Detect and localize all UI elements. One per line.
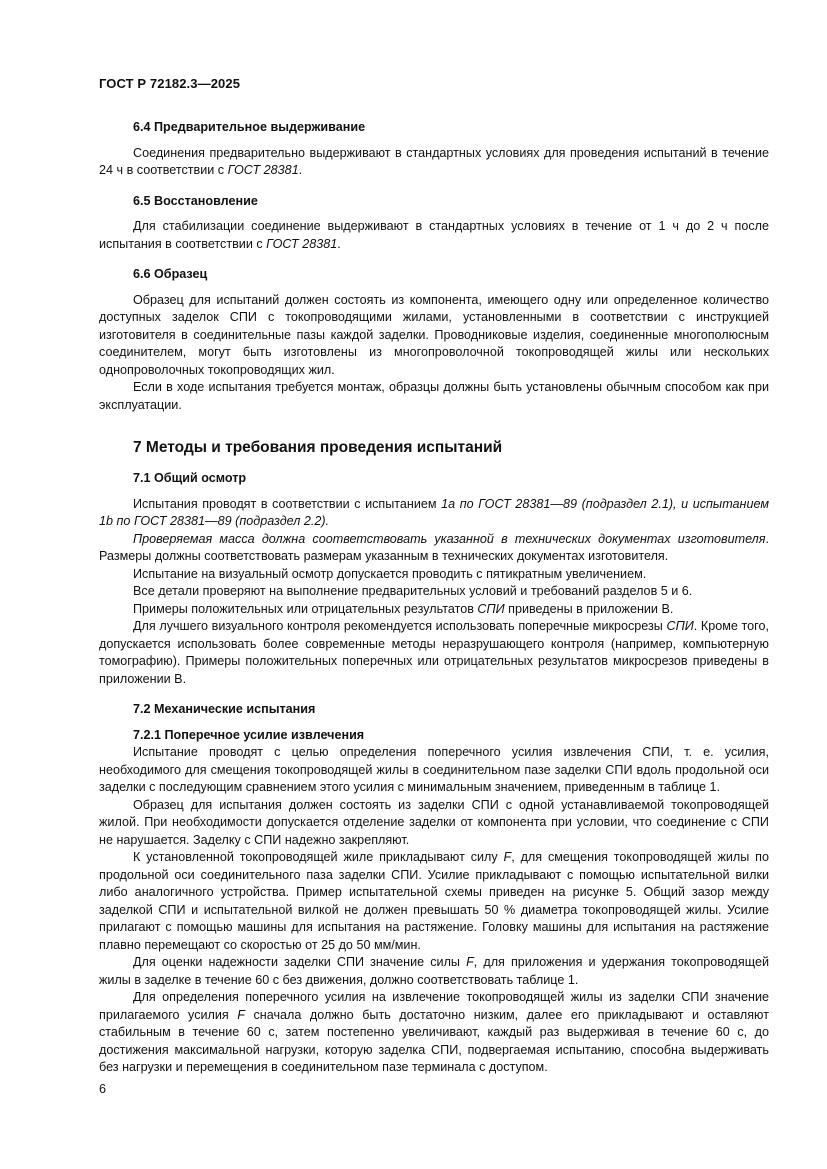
- section-7-1-paragraph-4: Все детали проверяют на выполнение предварительных условий и требований разделов 5 и 6.: [133, 584, 693, 598]
- italic-term: СПИ: [477, 601, 505, 616]
- standard-reference: ГОСТ 28381: [227, 163, 299, 177]
- force-symbol: F: [237, 1007, 245, 1022]
- section-6-6-heading: 6.6 Образец: [133, 267, 208, 281]
- section-7-2-1-paragraph-1: Испытание проводят с целью определения поперечного усилия извлечения СПИ, т. е. усилия, необходимого для смещения токопроводящей жилы в соединительном пазе заделки СПИ вдоль продольной оси заделки с последующим сравнением этого усилия с минимальным значением, приведенным в таблице 1.: [99, 745, 769, 794]
- section-6-5-paragraph: [99, 218, 769, 253]
- italic-term: СПИ: [666, 619, 694, 633]
- section-6-4-paragraph: [99, 145, 769, 180]
- document-code-header: ГОСТ Р 72182.3—2025: [99, 76, 241, 91]
- section-7-1-paragraph-5: [99, 601, 769, 619]
- document-body: [99, 119, 769, 1077]
- section-7-2-1-paragraph-3: [99, 849, 769, 954]
- paragraph-text: сначала должно быть достаточно низким, далее его прикладывают и оставляют стабильным в течение 60 с, затем постепенно увеличивают, каждый раз выдерживая в течение 60 с, до достижения максимальной нагрузки, которую заделка СПИ, подвергаемая испытанию, способна выдерживать без нагрузки и перемещения в соединительном пазе терминала с доступом.: [99, 1007, 769, 1074]
- section-7-2-1-paragraph-5: [99, 989, 769, 1077]
- paragraph-text: .: [337, 236, 341, 251]
- section-7-2-heading: 7.2 Механические испытания: [133, 702, 316, 716]
- section-7-2-1-heading: 7.2.1 Поперечное усилие извлечения: [133, 727, 365, 742]
- section-6-5-heading: 6.5 Восстановление: [133, 193, 258, 208]
- paragraph-text: Для лучшего визуального контроля рекомендуется использовать поперечные микросрезы: [133, 619, 667, 633]
- paragraph-text: приведены в приложении В.: [504, 601, 674, 616]
- paragraph-text: . Размеры должны соответствовать размерам указанным в технических документах изготовителя.: [99, 531, 769, 563]
- section-7-1-paragraph-1: [99, 496, 769, 531]
- paragraph-text: Испытания проводят в соответствии с испытанием: [133, 496, 442, 511]
- paragraph-text: К установленной токопроводящей жиле прикладывают силу: [133, 850, 504, 864]
- paragraph-text: , для смещения токопроводящей жилы по продольной оси соединительного паза заделки СПИ. Усилие прикладывают с помощью испытательной вилки либо аналогичного устройства. Пример испытательной схемы приведен на рисунке 5. Общий зазор между заделкой СПИ и испытательной вилкой не должен превышать 50 % диаметра токопроводящей жилы. Усилие прилагают с помощью машины для испытания на растяжение. Головку машины для испытания на растяжение плавно перемещают со скоростью от 25 до 50 мм/мин.: [99, 850, 769, 952]
- section-6-6-paragraph-2: Если в ходе испытания требуется монтаж, образцы должны быть установлены обычным способом как при эксплуатации.: [99, 380, 769, 412]
- section-7-1-heading: 7.1 Общий осмотр: [133, 471, 247, 485]
- section-6-4-heading: 6.4 Предварительное выдерживание: [133, 120, 366, 134]
- force-symbol: F: [503, 850, 512, 864]
- section-7-2-1-paragraph-4: [99, 954, 769, 989]
- italic-text: Проверяемая масса должна соответствовать указанной в технических документах изготовителя: [133, 531, 766, 546]
- paragraph-text: Примеры положительных или отрицательных результатов: [133, 601, 478, 616]
- paragraph-text: Соединения предварительно выдерживают в стандартных условиях для проведения испытаний в течение 24 ч в соответствии с: [99, 145, 769, 177]
- paragraph-text: .: [298, 163, 303, 177]
- standard-reference: 1a по ГОСТ 28381—89 (подраздел 2.1), и испытанием 1b по ГОСТ 28381—89 (подраздел 2.2).: [99, 496, 769, 528]
- section-7-1-paragraph-2: [99, 531, 769, 566]
- section-7-1-paragraph-3: Испытание на визуальный осмотр допускается проводить с пятикратным увеличением.: [133, 566, 647, 581]
- section-7-2-1-paragraph-2: Образец для испытания должен состоять из заделки СПИ с одной устанавливаемой токопроводящей жилой. При необходимости допускается отделение заделки от компонента при условии, что соединение с СПИ не нарушается. Заделку с СПИ надежно закрепляют.: [99, 797, 769, 847]
- page-number: 6: [99, 1082, 107, 1096]
- paragraph-text: Для стабилизации соединение выдерживают в стандартных условиях в течение от 1 ч до 2 ч после испытания в соответствии с: [99, 219, 769, 251]
- section-6-6-paragraph-1: Образец для испытаний должен состоять из компонента, имеющего одну или определенное количество доступных заделок СПИ с токопроводящими жилами, установленными в соответствии с инструкцией изготовителя в соединительные пазы каждой заделки. Проводниковые изделия, соединенные многополюсным соединителем, могут быть изготовлены из многопроволочной токопроводящей жилы или нескольких однопроволочных токопроводящих жил.: [99, 292, 769, 377]
- paragraph-text: Для оценки надежности заделки СПИ значение силы: [133, 955, 467, 969]
- force-symbol: F: [466, 955, 474, 969]
- paragraph-text: . Кроме того, допускается использовать более современные методы неразрушающего контроля (например, компьютерную томографию). Примеры положительных поперечных или отрицательных результатов микросрезов приведены в приложении В.: [99, 619, 769, 686]
- paragraph-text: , для приложения и удержания токопроводящей жилы в заделке в течение 60 с без движения, должно соответствовать таблице 1.: [99, 955, 769, 987]
- section-7-1-paragraph-6: [99, 618, 769, 688]
- section-7-heading: 7 Методы и требования проведения испытаний: [133, 439, 503, 456]
- paragraph-text: Для определения поперечного усилия на извлечение токопроводящей жилы из заделки СПИ значение прилагаемого усилия: [99, 990, 769, 1022]
- standard-reference: ГОСТ 28381: [266, 236, 338, 251]
